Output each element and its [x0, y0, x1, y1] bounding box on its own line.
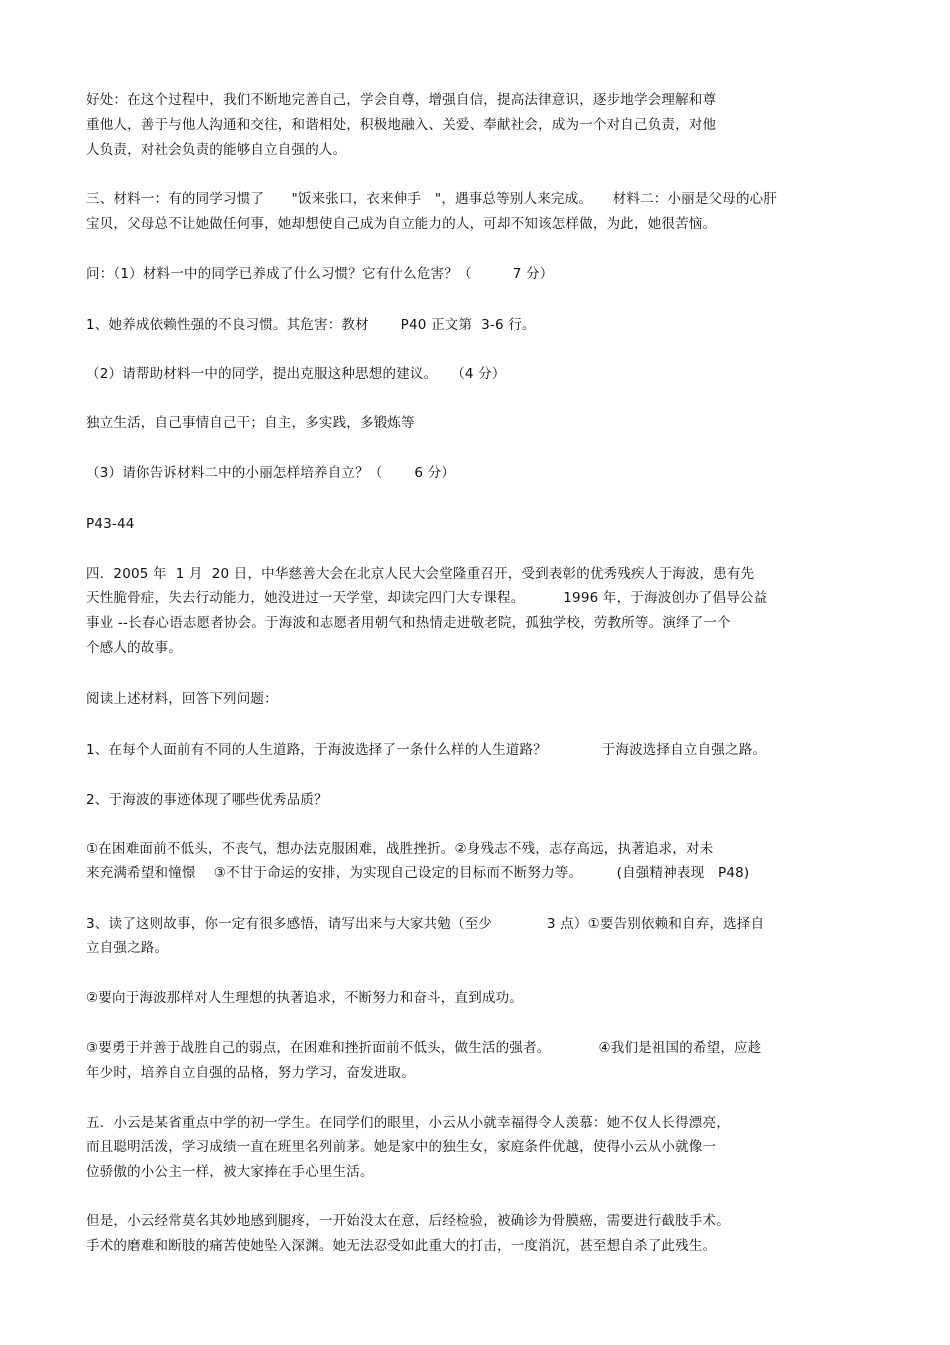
text-line: 1、在每个人面前有不同的人生道路，于海波选择了一条什么样的人生道路？ 于海波选择自立自强之路。	[86, 742, 767, 758]
text-line: 事业 --长春心语志愿者协会。于海波和志愿者用朝气和热情走进敬老院，孤独学校，劳教所等。演绎了一个	[86, 615, 731, 631]
text-line: 人负责，对社会负责的能够自立自强的人。	[86, 142, 347, 158]
text-line: 但是，小云经常莫名其妙地感到腿疼，一开始没太在意，后经检验，被确诊为骨膜癌，需要进行截肢手术。	[86, 1213, 730, 1229]
text-line: 宝贝，父母总不让她做任何事，她却想使自己成为自立能力的人，可却不知该怎样做，为此，她很苦恼。	[86, 216, 717, 232]
text-line: 位骄傲的小公主一样，被大家捧在手心里生活。	[86, 1164, 374, 1180]
text-line: 3、读了这则故事，你一定有很多感悟，请写出来与大家共勉（至少 3 点）①要告别依赖和自弃，选择自	[86, 916, 765, 932]
text-line: （3）请你告诉材料二中的小丽怎样培养自立？（ 6 分）	[86, 465, 456, 481]
text-line: ②要向于海波那样对人生理想的执著追求，不断努力和奋斗，直到成功。	[86, 990, 524, 1006]
text-line: 四．2005 年 1 月 20 日，中华慈善大会在北京人民大会堂隆重召开，受到表彰的优秀残疾人于海波，患有先	[86, 566, 755, 582]
text-line: （2）请帮助材料一中的同学，提出克服这种思想的建议。 （4 分）	[86, 366, 506, 382]
text-line: 而且聪明活泼，学习成绩一直在班里名列前茅。她是家中的独生女，家庭条件优越，使得小云从小就像一	[86, 1139, 717, 1155]
text-line: 立自强之路。	[86, 940, 169, 956]
text-line: 年少时，培养自立自强的品格，努力学习，奋发进取。	[86, 1065, 415, 1081]
text-line: 个感人的故事。	[86, 640, 182, 656]
text-line: 重他人，善于与他人沟通和交往，和谐相处，积极地融入、关爱、奉献社会，成为一个对自己负责，对他	[86, 117, 717, 133]
text-line: 天性脆骨症，失去行动能力，她没进过一天学堂，却读完四门大专课程。 1996 年，于海波创办了倡导公益	[86, 590, 768, 606]
text-line: 好处：在这个过程中，我们不断地完善自己，学会自尊，增强自信，提高法律意识，逐步地学会理解和尊	[86, 92, 717, 108]
text-line: 三、材料一：有的同学习惯了 "饭来张口，衣来伸手 "，遇事总等别人来完成。 材料二：小丽是父母的心肝	[86, 191, 778, 207]
text-line: ①在困难面前不低头，不丧气，想办法克服困难，战胜挫折。②身残志不残，志存高远，执著追求，对未	[86, 841, 714, 857]
text-line: P43-44	[86, 516, 135, 532]
text-line: 问：（1）材料一中的同学已养成了什么习惯？它有什么危害？（ 7 分）	[86, 266, 554, 282]
text-line: 2、于海波的事迹体现了哪些优秀品质？	[86, 792, 328, 808]
text-line: 来充满希望和憧憬 ③不甘于命运的安排，为实现自己设定的目标而不断努力等。 (自强精神表现 P48)	[86, 865, 750, 881]
text-line: 阅读上述材料，回答下列问题：	[86, 691, 278, 707]
text-line: 手术的磨难和断肢的痛苦使她坠入深渊。她无法忍受如此重大的打击，一度消沉，甚至想自杀了此残生。	[86, 1238, 717, 1254]
text-line: 1、她养成依赖性强的不良习惯。其危害：教材 P40 正文第 3-6 行。	[86, 317, 536, 333]
text-line: 独立生活，自己事情自己干；自主，多实践，多锻炼等	[86, 415, 415, 431]
text-line: 五．小云是某省重点中学的初一学生。在同学们的眼里，小云从小就幸福得令人羡慕：她不仅人长得漂亮，	[86, 1115, 730, 1131]
text-line: ③要勇于并善于战胜自己的弱点，在困难和挫折面前不低头，做生活的强者。 ④我们是祖国的希望，应趁	[86, 1040, 762, 1056]
